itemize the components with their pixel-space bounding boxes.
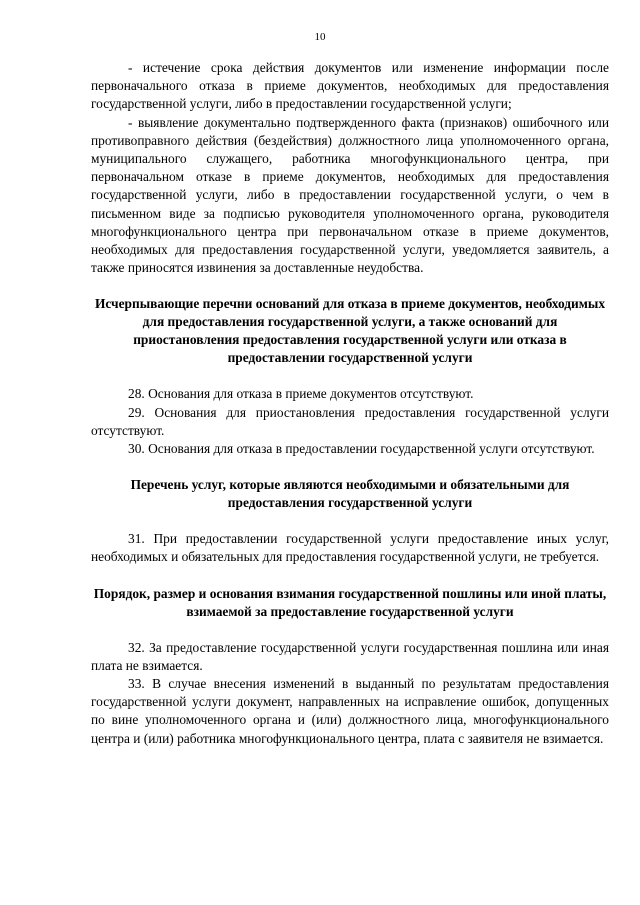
paragraph-33: 33. В случае внесения изменений в выданный по результатам предоставления государственной услуги документ, направленных на исправление ошибок, допущенных по вине уполномоченного органа и (или) должностного лица, многофункционального центра и (или) работника многофункционального центра, плата с заявителя не взимается.	[91, 676, 609, 746]
section-heading-required-services: Перечень услуг, которые являются необходимыми и обязательными для предоставления государственной услуги	[130, 477, 570, 511]
paragraph-31: 31. При предоставлении государственной услуги предоставление иных услуг, необходимых и обязательных для предоставления государственной услуги, не требуется.	[91, 531, 609, 565]
paragraph-intro-1: - истечение срока действия документов или изменение информации после первоначального отказа в приеме документов, необходимых для предоставления государственной услуги, либо в предоставлении государственной услуги;	[91, 60, 609, 112]
paragraph-intro-2: - выявление документально подтвержденного факта (признаков) ошибочного или противоправного действия (бездействия) должностного лица уполномоченного органа, муниципального служащего, работника многофункционального центра, при первоначальном отказе в приеме документов, необходимых для предоставления государственной услуги, либо в предоставлении государственной услуги, о чем в письменном виде за подписью руководителя уполномоченного органа, руководителя многофункционального центра при первоначальном отказе в приеме документов, необходимых для предоставления государственной услуги, уведомляется заявитель, а также приносятся извинения за доставленные неудобства.	[91, 114, 609, 276]
paragraph-32: 32. За предоставление государственной услуги государственная пошлина или иная плата не взимается.	[91, 639, 609, 673]
page-number: 10	[314, 31, 326, 43]
paragraph-29: 29. Основания для приостановления предоставления государственной услуги отсутствуют.	[91, 404, 609, 438]
section-heading-refusal-grounds: Исчерпывающие перечни оснований для отказа в приеме документов, необходимых для предоставления государственной услуги, а также оснований для приостановления предоставления государственной услуги или отказа в предоставлении государственной услуги	[94, 296, 606, 366]
section-heading-fees: Порядок, размер и основания взимания государственной пошлины или иной платы, взимаемой за предоставление государственной услуги	[93, 585, 607, 619]
document-body	[91, 59, 609, 748]
paragraph-28: 28. Основания для отказа в приеме документов отсутствуют.	[128, 386, 474, 402]
paragraph-30: 30. Основания для отказа в предоставлении государственной услуги отсутствуют.	[128, 441, 595, 457]
